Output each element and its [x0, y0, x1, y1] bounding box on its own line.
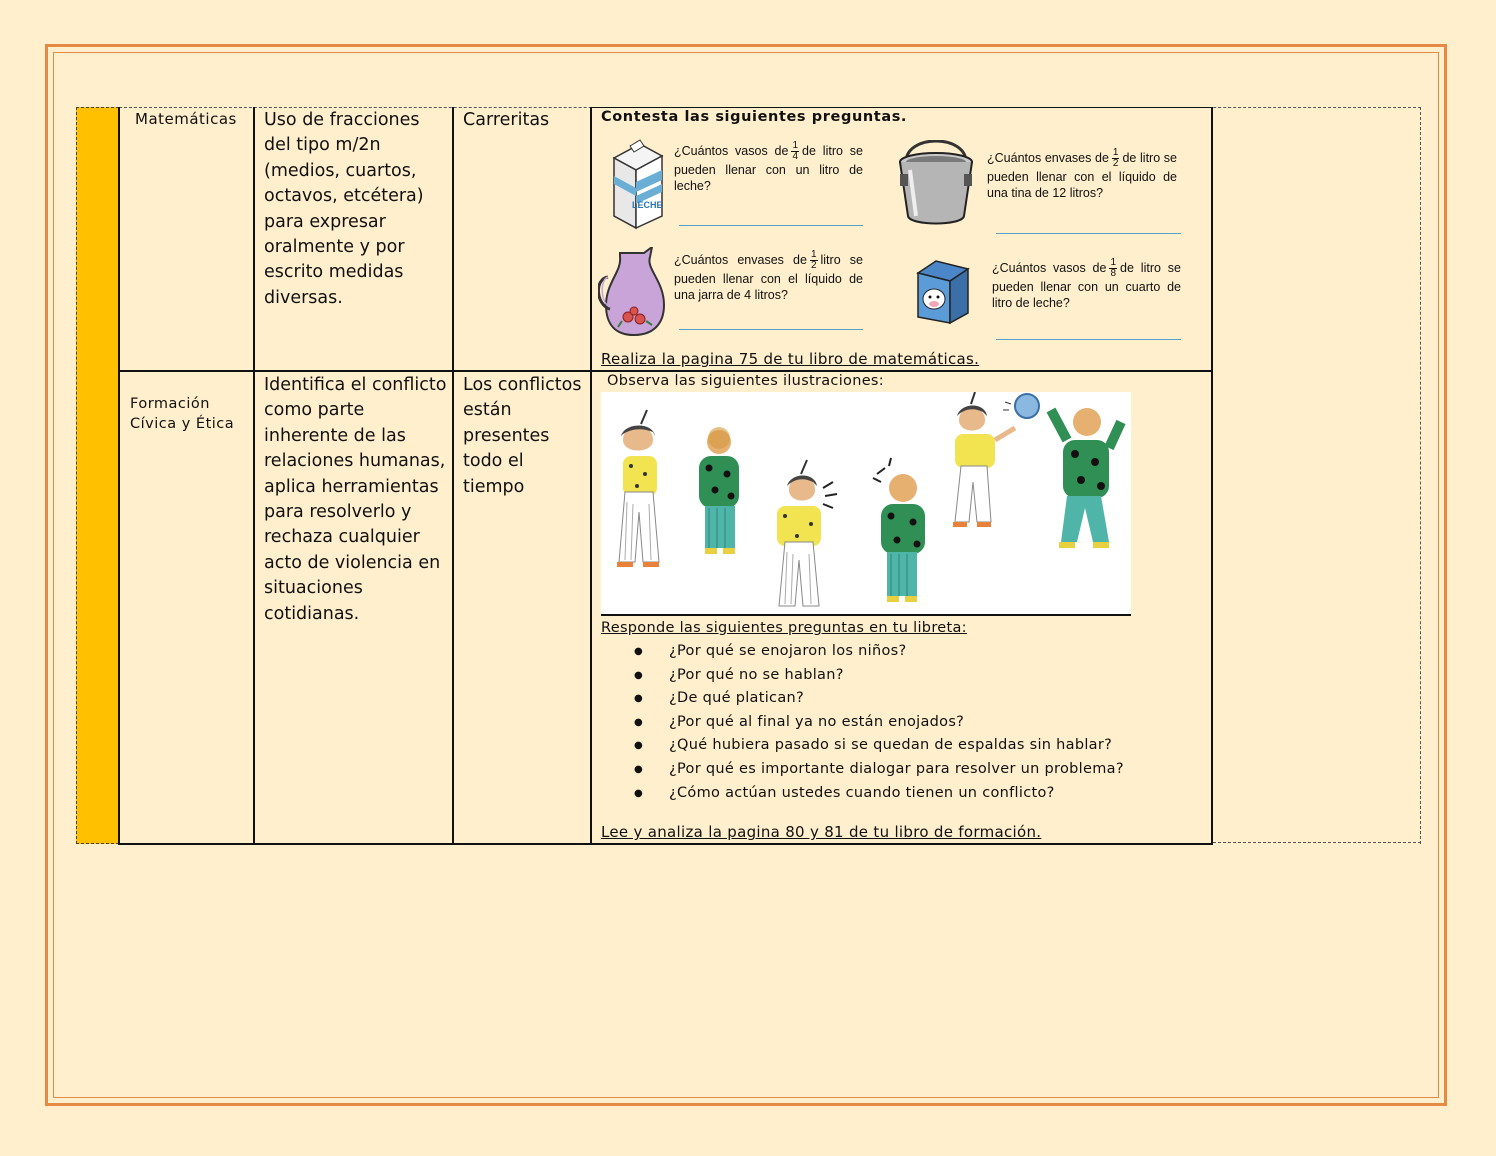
answer-line-4[interactable]	[996, 339, 1181, 340]
instr-top-border	[591, 107, 1212, 108]
list-item: ● ¿Qué hubiera pasado si se quedan de espaldas sin hablar?	[601, 734, 1124, 758]
bucket-icon	[896, 140, 974, 228]
conflict-illustration	[601, 392, 1131, 616]
table-bottom-right	[1213, 842, 1421, 843]
row-divider	[119, 370, 1211, 372]
subject-formacion-line1: Formación	[130, 396, 210, 412]
ball-icon	[1015, 394, 1039, 418]
list-item: ● ¿Por qué se enojaron los niños?	[601, 640, 1124, 664]
subject-matematicas: Matemáticas	[135, 110, 237, 128]
list-item: ● ¿Por qué al final ya no están enojados?	[601, 711, 1124, 735]
tema-conflictos: Los conflictos están presentes todo el tiempo	[463, 375, 582, 497]
list-item: ● ¿Cómo actúan ustedes cuando tienen un conflicto?	[601, 782, 1124, 806]
accent-column	[76, 107, 119, 844]
instruction-contesta: Contesta las siguientes preguntas.	[601, 109, 908, 125]
aprendizaje-formacion: Identifica el conflicto como parte inherente de las relaciones humanas, aplica herramientas para resolverlo y rechaza cualquier acto de violencia en situaciones cotidianas.	[264, 375, 447, 624]
list-item: ● ¿Por qué no se hablan?	[601, 664, 1124, 688]
questions-list	[601, 640, 1124, 805]
col-divider-4	[590, 107, 592, 845]
tema-carreritas: Carreritas	[463, 110, 550, 130]
small-milk-carton-icon	[912, 255, 974, 327]
question-3: ¿Cuántos envases de $\frac{1}{2}$ litro se pueden llenar con el líquido de una jarra de 4 litros?	[674, 249, 863, 302]
jug-icon	[598, 247, 670, 337]
answer-line-3[interactable]	[679, 329, 863, 330]
col-divider-2	[253, 107, 255, 845]
question-4: ¿Cuántos vasos de $\frac{1}{8}$ de litro se pueden llenar con un cuarto de litro de leche?	[992, 257, 1181, 310]
girl-figure-3	[953, 392, 1015, 527]
answer-line-2[interactable]	[996, 233, 1181, 234]
col-divider-3	[452, 107, 454, 845]
carton-label: LECHE	[632, 200, 663, 210]
table-bottom-border	[119, 843, 1212, 845]
footer-formacion: Lee y analiza la pagina 80 y 81 de tu libro de formación.	[601, 823, 1042, 841]
footer-matematicas: Realiza la pagina 75 de tu libro de matemáticas.	[601, 350, 980, 368]
col-divider-5	[1211, 107, 1213, 845]
instruction-observa: Observa las siguientes ilustraciones:	[607, 373, 884, 389]
milk-carton-icon	[610, 136, 666, 232]
boy-figure-3	[1051, 408, 1121, 548]
question-2: ¿Cuántos envases de $\frac{1}{2}$ de litro se pueden llenar con el líquido de una tina de 12 litros?	[987, 147, 1177, 200]
question-1: ¿Cuántos vasos de $\frac{1}{4}$ de litro se pueden llenar con un litro de leche?	[674, 140, 863, 193]
table-right-border	[1420, 107, 1421, 844]
subject-formacion-line2: Cívica y Ética	[130, 416, 235, 432]
list-item: ● ¿De qué platican?	[601, 687, 1124, 711]
responde-heading: Responde las siguientes preguntas en tu libreta:	[601, 620, 967, 636]
boy-figure-1	[699, 427, 739, 554]
girl-figure-2	[777, 460, 837, 606]
answer-line-1[interactable]	[679, 225, 863, 226]
col-divider-1	[118, 107, 120, 845]
girl-figure-1	[617, 410, 659, 567]
aprendizaje-matematicas: Uso de fracciones del tipo m/2n (medios, cuartos, octavos, etcétera) para expresar oralmente y por escrito medidas diversas.	[264, 110, 424, 308]
children-figures	[601, 392, 1131, 614]
boy-figure-2	[873, 458, 925, 602]
list-item: ● ¿Por qué es importante dialogar para resolver un problema?	[601, 758, 1124, 782]
